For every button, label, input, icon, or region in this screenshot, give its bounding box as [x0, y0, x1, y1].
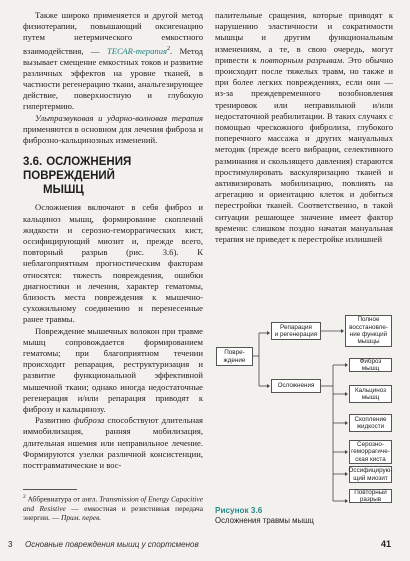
- footnote: [23, 489, 203, 523]
- page-number: 41: [381, 539, 392, 549]
- chapter-number: 3: [8, 540, 13, 549]
- paragraph: палительные сращения, которые приводят к нарушению эластичности и сократимости мышцы и другим функциональным изменениям, а те, в свою очередь, могут привести к повторным разрывам. Это обычно происходит после тяжелых травм, но также и при более легких повреждениях, если они — из-за преждевременного возобновления тренировок или неправильной и/или недостаточной реабилитации. В таких случаях с помощью чрескожного фибролиза, глубокого поперечного массажа и других мануальных методик (прежде всего вибрации, селективного разминания и скользящего давления) стараются простимулировать васкуляризацию тканей и активизировать мобилизацию, повлиять на агрегацию и ориентацию клеток и добиться перестройки тканей. Соответственно, в такой ситуации решающее значение имеет фактор времени: слишком поздно начатая мануальная терапия не приведет к перестройке излишней: [215, 10, 394, 245]
- left-column: [23, 10, 203, 471]
- term-rerupture: повторным разрывам: [260, 54, 343, 65]
- node-injury: Повре- ждение: [216, 347, 253, 366]
- node-rerupture: Повторный разрыв: [349, 489, 392, 503]
- figure-caption-text: Осложнения травмы мышц: [215, 516, 314, 525]
- section-number: 3.6.: [23, 156, 43, 169]
- term-tecar: ТЕСАR-терапия: [106, 45, 167, 56]
- footnote-rule: [23, 489, 77, 490]
- section-title-line-1: ОСЛОЖНЕНИЯ ПОВРЕЖДЕНИЙ: [23, 156, 132, 183]
- footnote-ref: 2: [166, 45, 170, 52]
- figure-caption: [215, 506, 393, 526]
- section-heading: [23, 155, 203, 197]
- section-title-line-2: МЫШЦ: [43, 184, 84, 197]
- paragraph: Развитию фиброза способствуют длительная иммобилизация, ранняя мобилизация, длительная ишемия или неправильное лечение. Формируются узелки различной консистенции, постгравматические и вос-: [23, 415, 203, 470]
- node-complications: Осложнения: [271, 379, 321, 393]
- node-full-recovery: Полное восстановле- ние функций мышцы: [345, 315, 392, 347]
- node-fibrosis: Фиброз мышц: [349, 358, 392, 372]
- paragraph: Повреждение мышечных волокон при травме мышц сопровождается формированием гематомы; при благоприятном течении происходит репарация, реструктуризация и развитие функциональной эффективной мышечной ткани; однако иногда недостаточные регенерация и/или репарация приводят к фиброзу и кальцинозу.: [23, 325, 203, 414]
- figure-diagram: [213, 293, 393, 503]
- node-calcinosis: Кальциноз мышц: [349, 385, 392, 403]
- running-title: Основные повреждения мышц у спортсменов: [25, 540, 199, 549]
- footnote-text: $^2$ Аббревиатура от англ. Transmission of Energy Capacitive and Resistive — емкостная и резистивная передача энергии. — Прим. перев.: [23, 494, 204, 523]
- page-footer: [0, 537, 410, 553]
- paragraph: Ультразвуковая и ударно-волновая терапия применяются в основном для лечения фиброза и фиброзно-кальцинозных изменений.: [23, 112, 203, 146]
- node-repair: Репарация и регенерация: [271, 322, 321, 340]
- term-ultrasound: Ультразвуковая и ударно-волновая терапия: [35, 112, 203, 123]
- node-fluid: Скопление жидкости: [349, 414, 392, 432]
- figure-label: Рисунок 3.6: [215, 506, 263, 515]
- paragraph: Также широко применяется и другой метод физиотерапии, повышающий оксигенацию путем нетермического емкостного взаимодействия, — ТЕСАR-терапия$^2$. Метод вызывает смещение емкостных токов и развитие различных эффектов на уровне тканей, в частности регенерацию ткани, анальгезирующее действие, поверхностную и глубокую гипертермию.: [23, 10, 203, 112]
- term-fibrosis: фиброза: [73, 415, 105, 426]
- paragraph: Осложнения включают в себя фиброз и кальциноз мышц, формирование скоплений жидкости и серозно-геморрагических кист, оссифицирующий миозит и, прежде всего, повторный разрыв (рис. 3.6). К неблагоприятным прогностическим факторам относятся: тяжесть повреждения, ошибки диагностики и лечения, характер гематомы, близость места повреждения к мышечно-сухожильному соединению и перенесенные ранее травмы.: [23, 202, 203, 325]
- node-myositis: Оссифицирую- щий миозит: [348, 467, 393, 482]
- node-serous-cyst: Серозно- геморрагиче- ская киста: [349, 440, 392, 464]
- right-column: [215, 10, 393, 245]
